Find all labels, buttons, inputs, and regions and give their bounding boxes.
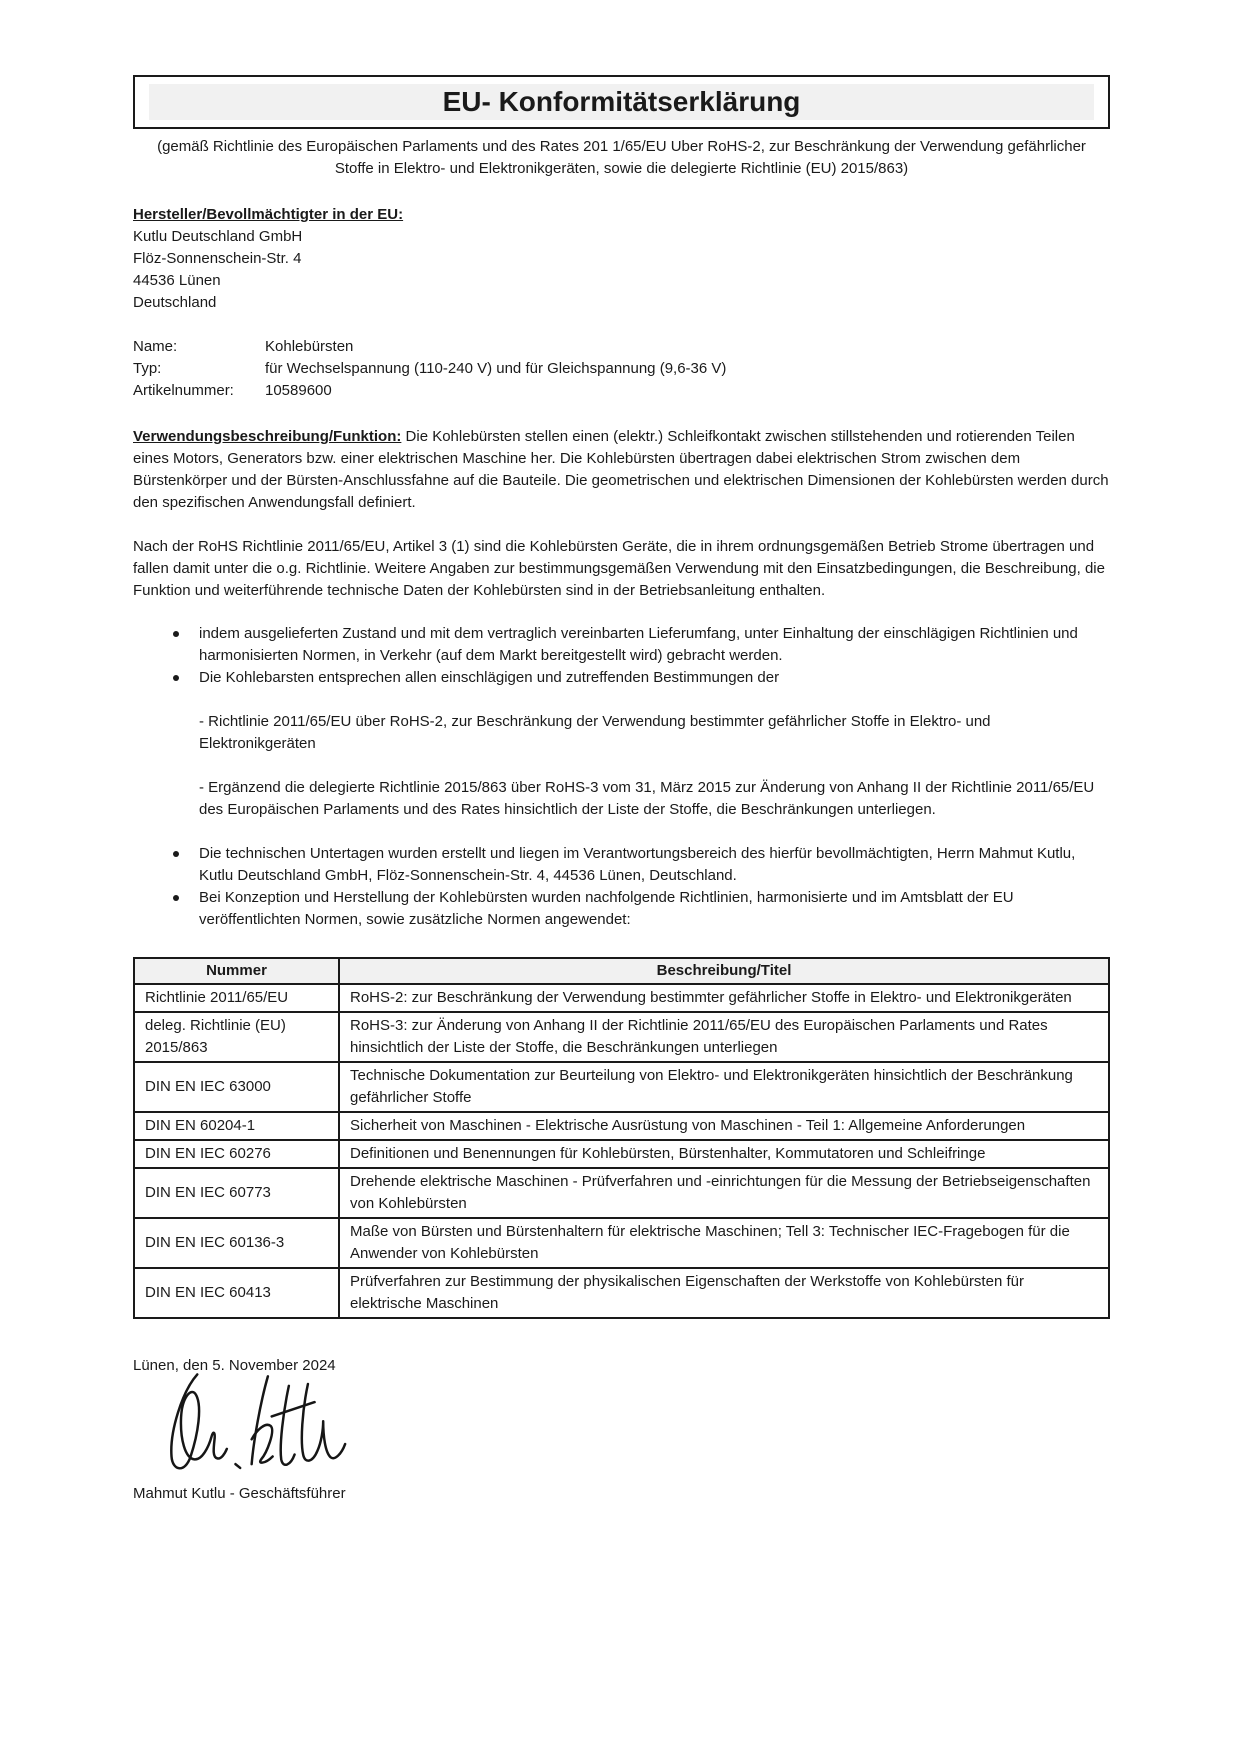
- table-cell-number: DIN EN IEC 60413: [134, 1268, 339, 1318]
- title-box: [133, 75, 1110, 129]
- table-cell-description: Maße von Bürsten und Bürstenhaltern für elektrische Maschinen; Tell 3: Technischer IEC-Fragebogen für die Anwender von Kohlebürsten: [339, 1218, 1109, 1268]
- table-cell-description: Prüfverfahren zur Bestimmung der physikalischen Eigenschaften der Werkstoffe von Kohlebürsten für elektrische Maschinen: [339, 1268, 1109, 1318]
- table-cell-description: RoHS-2: zur Beschränkung der Verwendung bestimmter gefährlicher Stoffe in Elektro- und Elektronikgeräten: [339, 984, 1109, 1012]
- table-cell-number: DIN EN IEC 60136-3: [134, 1218, 339, 1268]
- product-name-label: Name:: [133, 338, 178, 355]
- table-header-number: Nummer: [134, 958, 339, 984]
- signature-icon: [151, 1363, 1110, 1475]
- table-cell-number: DIN EN 60204-1: [134, 1112, 339, 1140]
- bullet-sub-item: - Ergänzend die delegierte Richtlinie 2015/863 über RoHS-3 vom 31, März 2015 zur Änderung von Anhang II der Richtlinie 2011/65/EU des Europäischen Parlaments und des Rates hinsichtlich der Liste der Stoffe, die Beschränkungen unterliegen.: [199, 779, 1095, 818]
- table-cell-number: DIN EN IEC 63000: [134, 1062, 339, 1112]
- usage-text: Die Kohlebürsten stellen einen (elektr.) Schleifkontakt zwischen stillstehenden und rotierenden Teilen eines Motors, Generators bzw. einer elektrischen Maschine her. Die Kohlebürsten übertragen dabei elektrischen Strom zwischen dem Bürstenkörper und der Bürsten-Anschlussfahne auf die Bauteile. Die geometrischen und elektrischen Dimensionen der Kohlebürsten werden durch den spezifischen Anwendungsfall definiert.: [133, 428, 1109, 511]
- table-row: [134, 1112, 1109, 1140]
- table-cell-number: DIN EN IEC 60773: [134, 1168, 339, 1218]
- table-header-description: Beschreibung/Titel: [339, 958, 1109, 984]
- product-type-label: Typ:: [133, 360, 162, 377]
- bullet-item: [133, 887, 1110, 931]
- bullet-item: [133, 843, 1110, 887]
- table-row: [134, 1168, 1109, 1218]
- product-type-value: für Wechselspannung (110-240 V) und für Gleichspannung (9,6-36 V): [265, 360, 727, 377]
- product-name-value: Kohlebürsten: [265, 338, 354, 355]
- product-articlenumber-label: Artikelnummer:: [133, 382, 234, 399]
- manufacturer-heading: Hersteller/Bevollmächtigter in der EU:: [133, 206, 404, 223]
- table-row: [134, 984, 1109, 1012]
- table-row: [134, 1012, 1109, 1062]
- bullet-sub-item: - Richtlinie 2011/65/EU über RoHS-2, zur Beschränkung der Verwendung bestimmter gefährlicher Stoffe in Elektro- und Elektronikgeräten: [199, 713, 991, 752]
- bullet-item: [133, 667, 1110, 689]
- table-row: [134, 1218, 1109, 1268]
- product-block: [133, 336, 1110, 402]
- bullet-list: [133, 623, 1110, 931]
- table-row: [134, 1062, 1109, 1112]
- product-row-type: [133, 358, 1110, 380]
- table-cell-number: deleg. Richtlinie (EU) 2015/863: [134, 1012, 339, 1062]
- table-cell-description: Definitionen und Benennungen für Kohlebürsten, Bürstenhalter, Kommutatoren und Schleifringe: [339, 1140, 1109, 1168]
- table-cell-description: RoHS-3: zur Änderung von Anhang II der Richtlinie 2011/65/EU des Europäischen Parlaments und Rates hinsichtlich der Liste der Stoffe, die Beschränkungen unterliegen: [339, 1012, 1109, 1062]
- table-cell-description: Sicherheit von Maschinen - Elektrische Ausrüstung von Maschinen - Teil 1: Allgemeine Anforderungen: [339, 1112, 1109, 1140]
- bullet-text: Bei Konzeption und Herstellung der Kohlebürsten wurden nachfolgende Richtlinien, harmonisierte und im Amtsblatt der EU veröffentlichten Normen, sowie zusätzliche Normen angewendet:: [199, 889, 1014, 928]
- manufacturer-name: Kutlu Deutschland GmbH: [133, 228, 303, 245]
- signature-date: Lünen, den 5. November 2024: [133, 1357, 336, 1374]
- title-subtext: (gemäß Richtlinie des Europäischen Parlaments und des Rates 201 1/65/EU Uber RoHS-2, zur Beschränkung der Verwendung gefährlicher Stoffe in Elektro- und Elektronikgeräten, sowie die delegierte Richtlinie (EU) 2015/863): [157, 138, 1086, 177]
- bullet-text: Die Kohlebarsten entsprechen allen einschlägigen und zutreffenden Bestimmungen der: [199, 669, 780, 686]
- bullet-item: [133, 623, 1110, 667]
- usage-paragraph: [133, 426, 1110, 514]
- table-cell-description: Drehende elektrische Maschinen - Prüfverfahren und -einrichtungen für die Messung der Betriebseigenschaften von Kohlebürsten: [339, 1168, 1109, 1218]
- page-title: EU- Konformitätserklärung: [149, 84, 1094, 120]
- standards-table: [133, 957, 1110, 1319]
- manufacturer-country: Deutschland: [133, 294, 217, 311]
- product-row-name: [133, 336, 1110, 358]
- product-row-articlenumber: [133, 380, 1110, 402]
- document-content: [133, 75, 1110, 1505]
- rohs-paragraph: Nach der RoHS Richtlinie 2011/65/EU, Artikel 3 (1) sind die Kohlebürsten Geräte, die in ihrem ordnungsgemäßen Betrieb Strome übertragen und fallen damit unter die o.g. Richtlinie. Weitere Angaben zur bestimmungsgemäßen Verwendung mit den Einsatzbedingungen, die Beschreibung, die Funktion und weiterführende technische Daten der Kohlebürsten sind in der Betriebsanleitung enthalten.: [133, 538, 1105, 599]
- bullet-text: Die technischen Untertagen wurden erstellt und liegen im Verantwortungsbereich des hierfür bevollmächtigten, Herrn Mahmut Kutlu, Kutlu Deutschland GmbH, Flöz-Sonnenschein-Str. 4, 44536 Lünen, Deutschland.: [199, 845, 1076, 884]
- signer-name: Mahmut Kutlu - Geschäftsführer: [133, 1485, 346, 1502]
- table-row: [134, 1140, 1109, 1168]
- table-row: [134, 1268, 1109, 1318]
- table-cell-number: Richtlinie 2011/65/EU: [134, 984, 339, 1012]
- manufacturer-city: 44536 Lünen: [133, 272, 221, 289]
- product-articlenumber-value: 10589600: [265, 382, 332, 399]
- table-cell-number: DIN EN IEC 60276: [134, 1140, 339, 1168]
- manufacturer-street: Flöz-Sonnenschein-Str. 4: [133, 250, 302, 267]
- footer: [133, 1355, 1110, 1505]
- bullet-text: indem ausgelieferten Zustand und mit dem vertraglich vereinbarten Lieferumfang, unter Einhaltung der einschlägigen Richtlinien und harmonisierten Normen, in Verkehr (auf dem Markt bereitgestellt wird) gebracht werden.: [199, 625, 1078, 664]
- usage-heading: Verwendungsbeschreibung/Funktion:: [133, 428, 402, 445]
- table-cell-description: Technische Dokumentation zur Beurteilung von Elektro- und Elektronikgeräten hinsichtlich der Beschränkung gefährlicher Stoffe: [339, 1062, 1109, 1112]
- table-header-row: [134, 958, 1109, 984]
